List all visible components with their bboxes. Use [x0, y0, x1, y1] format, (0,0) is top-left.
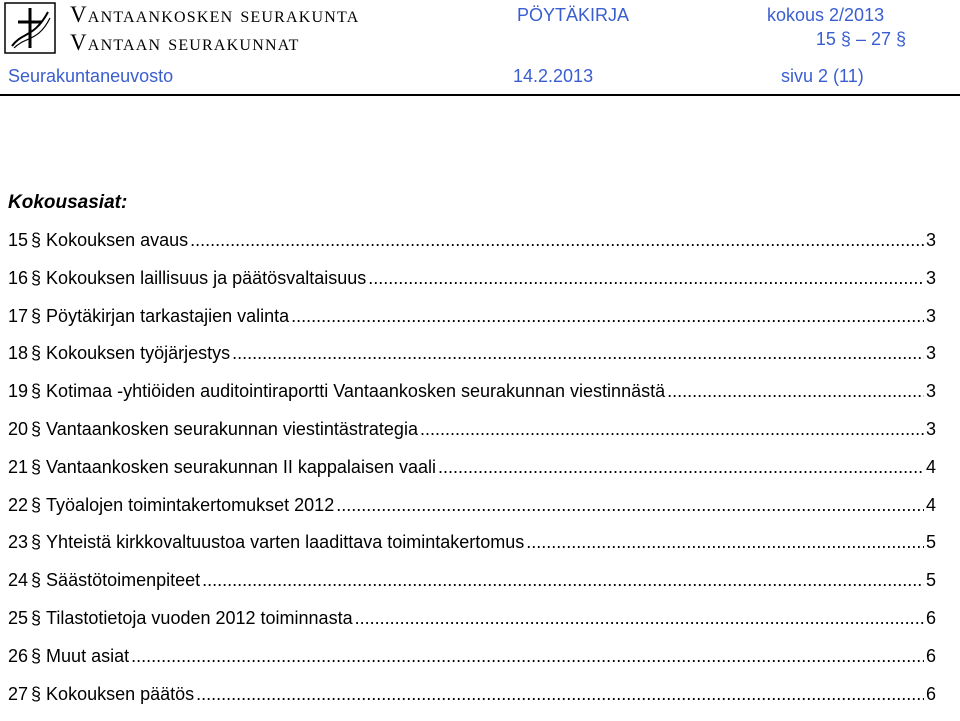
agenda-item-page: 5: [925, 570, 936, 591]
section-sign: §: [31, 683, 42, 704]
agenda-item-number: 22: [8, 494, 29, 515]
agenda-item-page: 6: [925, 645, 936, 666]
dot-leader: [438, 457, 924, 478]
section-sign: §: [31, 418, 42, 439]
organization-group-name: Vantaan seurakunnat: [70, 30, 300, 55]
agenda-item-number: 26: [8, 645, 29, 666]
agenda-item[interactable]: [8, 684, 936, 721]
agenda-item[interactable]: [8, 343, 936, 381]
agenda-item-number: 20: [8, 418, 29, 439]
agenda-item[interactable]: [8, 419, 936, 457]
agenda-item-title: Tilastotietoja vuoden 2012 toiminnasta: [46, 607, 353, 628]
dot-leader: [131, 646, 924, 667]
agenda-item-page: 3: [925, 230, 936, 250]
agenda-item-title: Kokouksen työjärjestys: [46, 343, 231, 364]
agenda-item-number: 17: [8, 305, 29, 326]
agenda-item[interactable]: [8, 381, 936, 419]
section-sign: §: [31, 305, 42, 326]
dot-leader: [667, 381, 924, 402]
meeting-date: 14.2.2013: [513, 66, 594, 86]
agenda-item-title: Säästötoimenpiteet: [46, 570, 201, 591]
page-number: sivu 2 (11): [781, 66, 864, 86]
agenda-item-page: 4: [925, 456, 936, 477]
agenda-item[interactable]: [8, 495, 936, 533]
dot-leader: [336, 495, 924, 516]
agenda-item[interactable]: [8, 608, 936, 646]
section-sign: §: [31, 456, 42, 477]
section-sign: §: [31, 267, 42, 288]
dot-leader: [355, 608, 924, 629]
agenda-item-page: 3: [925, 267, 936, 288]
agenda-item-page: 5: [925, 532, 936, 553]
header-divider: [0, 94, 960, 96]
agenda-item[interactable]: [8, 570, 936, 608]
document-header: [0, 0, 960, 100]
dot-leader: [526, 532, 924, 553]
agenda-item-number: 24: [8, 570, 29, 591]
agenda-item-number: 16: [8, 267, 29, 288]
dot-leader: [232, 343, 924, 364]
agenda-item-number: 23: [8, 532, 29, 553]
agenda-item-title: Yhteistä kirkkovaltuustoa varten laadittava toimintakertomus: [46, 532, 525, 553]
agenda-item-page: 3: [925, 418, 936, 439]
dot-leader: [196, 684, 924, 705]
section-sign: §: [31, 607, 42, 628]
agenda-item-title: Kokouksen avaus: [46, 230, 189, 250]
agenda-item-title: Kokouksen laillisuus ja päätösvaltaisuus: [46, 267, 367, 288]
agenda-item-page: 6: [925, 683, 936, 704]
organization-name: Vantaankosken seurakunta: [70, 2, 360, 27]
agenda-item-number: 18: [8, 343, 29, 364]
section-sign: §: [31, 494, 42, 515]
section-sign: §: [31, 230, 42, 250]
agenda-item-title: Kotimaa -yhtiöiden auditointiraportti Vantaankosken seurakunnan viestinnästä: [46, 381, 666, 402]
agenda-item-title: Vantaankosken seurakunnan II kappalaisen vaali: [46, 456, 436, 477]
agenda-list: [8, 230, 936, 721]
section-sign: §: [31, 381, 42, 402]
agenda-item-title: Vantaankosken seurakunnan viestintästrategia: [46, 418, 418, 439]
agenda-item[interactable]: [8, 268, 936, 306]
section-sign: §: [31, 343, 42, 364]
agenda-item-page: 3: [925, 305, 936, 326]
section-sign: §: [31, 532, 42, 553]
agenda-item-title: Pöytäkirjan tarkastajien valinta: [46, 305, 290, 326]
agenda-item[interactable]: [8, 306, 936, 344]
section-sign: §: [31, 645, 42, 666]
meeting-number: kokous 2/2013: [767, 5, 885, 25]
agenda-item[interactable]: [8, 457, 936, 495]
agenda-item-number: 15: [8, 230, 29, 250]
agenda-item-page: 4: [925, 494, 936, 515]
church-cross-logo-icon: [4, 2, 56, 54]
agenda-item-title: Työalojen toimintakertomukset 2012: [46, 494, 335, 515]
agenda-item-number: 19: [8, 381, 29, 402]
agenda-item[interactable]: [8, 532, 936, 570]
agenda-item[interactable]: [8, 646, 936, 684]
agenda-item[interactable]: [8, 230, 936, 268]
section-sign: §: [31, 570, 42, 591]
agenda-item-title: Muut asiat: [46, 645, 130, 666]
agenda-item-number: 21: [8, 456, 29, 477]
dot-leader: [190, 230, 924, 251]
section-range: 15 § – 27 §: [815, 29, 906, 49]
agenda-item-number: 27: [8, 683, 29, 704]
governing-body-name: Seurakuntaneuvosto: [8, 66, 174, 86]
dot-leader: [202, 570, 924, 591]
agenda-item-page: 3: [925, 343, 936, 364]
agenda-title: Kokousasiat:: [8, 192, 128, 213]
agenda-item-title: Kokouksen päätös: [46, 683, 195, 704]
dot-leader: [291, 306, 924, 327]
dot-leader: [368, 268, 924, 289]
agenda-item-number: 25: [8, 607, 29, 628]
agenda-item-page: 6: [925, 607, 936, 628]
document-type: PÖYTÄKIRJA: [517, 5, 630, 25]
dot-leader: [420, 419, 924, 440]
agenda-item-page: 3: [925, 381, 936, 402]
